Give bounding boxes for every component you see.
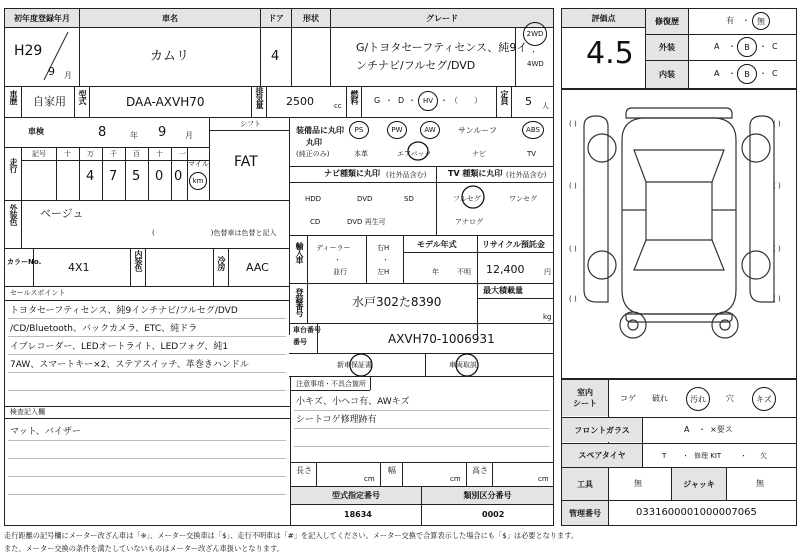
jack-label: ジャッキ: [672, 468, 726, 500]
navi-sd: SD: [404, 195, 414, 203]
model-year-unknown: 不明: [457, 268, 471, 276]
use-label: 車歴: [9, 90, 18, 104]
notes-line-1: 小キズ、小ヘコ有、AWキズ: [296, 397, 410, 407]
fuel-paren: （ ）: [450, 96, 482, 105]
tools-value: 無: [634, 479, 642, 488]
digit-label-2: 千: [110, 150, 117, 158]
car-name-label: 車名: [80, 9, 260, 27]
import-right-h: 右H: [377, 244, 390, 252]
navi-dvd: DVD: [357, 195, 373, 203]
seat-hole: 穴: [726, 394, 734, 403]
digit-label-0: 十: [64, 150, 71, 158]
tv-type-label: TV 種類に丸印: [448, 169, 503, 178]
equip-ps-circled: PS: [349, 121, 369, 139]
color-value: ベージュ: [40, 207, 84, 220]
type-designation-value: 18634: [344, 510, 372, 519]
score-value: 4.5: [586, 36, 634, 71]
fullseg-circle: [460, 184, 486, 210]
mgmt-no-value: 0331600001000007065: [636, 507, 757, 518]
mileage-symbol-label: 記号: [32, 150, 46, 158]
displacement-unit: cc: [334, 102, 342, 110]
inspection-year-unit: 年: [130, 131, 138, 140]
equip-leather: 本革: [354, 150, 368, 158]
equip-aw-circled: AW: [420, 121, 440, 139]
sales-point-line-3: イブレコーダー、LEDオートライト、LEDフォグ、純1: [10, 342, 229, 352]
mgmt-no-label: 管理番号: [562, 501, 608, 525]
drive-2wd-circled: 2WD: [523, 22, 547, 46]
navi-hdd: HDD: [305, 195, 322, 203]
recycle-label: リサイクル預託金: [482, 240, 545, 249]
capacity-value: 5: [525, 95, 532, 108]
diagram-label-4: ( ): [773, 182, 781, 190]
import-dot: ・: [334, 256, 341, 264]
grade-line-2: ンチナビ/フルセグ/DVD: [356, 59, 476, 72]
footer-note-1: 走行距離の記号欄にメーター改ざん車は「※」、メーター交換車は「$」、走行不明車は「#」を記入してください。メーター交換で合算表示した場合にも「$」は必要となります。: [4, 531, 579, 540]
interior-a: A: [714, 69, 720, 78]
inspector-label: 検査記入欄: [10, 408, 45, 416]
import-left-h: 左H: [377, 268, 390, 276]
interior-color-label: 内装色: [134, 250, 143, 271]
digit-label-3: 百: [133, 150, 140, 158]
digit-label-1: 万: [87, 150, 94, 158]
spare-t: T: [662, 452, 667, 460]
first-reg-month: 9: [48, 65, 55, 78]
equipment-label-sub: (純正のみ): [296, 150, 330, 158]
import-dealer: ディーラー: [316, 244, 351, 252]
drive-dot: ・: [530, 48, 537, 56]
tools-label: 工具: [562, 468, 608, 500]
digit-label-5: 一: [179, 150, 186, 158]
interior-dot-2: ・: [759, 69, 767, 78]
notes-line-2: シートコゲ修理跡有: [296, 415, 377, 425]
seat-label: [562, 380, 608, 416]
fuel-dot-2: ・: [408, 96, 416, 105]
windshield-label: フロントガラス: [562, 418, 642, 442]
model-value: DAA-AXVH70: [126, 95, 205, 109]
diagram-label-7: ( ): [569, 295, 577, 303]
sales-point-line-1: トヨタセーフティセンス、純9インチナビ/フルセグ/DVD: [10, 306, 238, 316]
interior-c: C: [772, 69, 778, 78]
sales-point-line-2: /CD/Bluetooth、バックカメラ、ETC、純ドラ: [10, 324, 198, 334]
fuel-g: G: [374, 96, 381, 105]
exterior-c: C: [772, 42, 778, 51]
repair-dot: ・: [742, 16, 750, 25]
interior-b-circled: B: [737, 64, 757, 84]
interior-label: 内装: [646, 61, 688, 88]
seat-tear: 破れ: [652, 394, 668, 403]
notes-label: 注意事項・不具合箇所: [296, 380, 366, 388]
length-unit: cm: [364, 475, 375, 483]
equipment-label: 装備品に丸印: [296, 126, 344, 135]
diagram-label-3: ( ): [569, 182, 577, 190]
equip-sunroof: サンルーフ: [458, 126, 497, 135]
displacement-value: 2500: [286, 95, 314, 108]
score-label: 評価点: [562, 9, 645, 27]
equip-airbag: エアバック: [397, 150, 432, 158]
diagram-label-2: ( ): [773, 120, 781, 128]
footer-note-2: また、メーター交換の条件を満たしていないものはメーター改ざん車扱いとなります。: [4, 544, 284, 553]
digit-value-1: 4: [86, 169, 95, 184]
repair-no-circled: 無: [752, 12, 770, 30]
equip-pw-circled: PW: [387, 121, 407, 139]
capacity-unit: 人: [542, 102, 549, 110]
jack-value: 無: [756, 479, 764, 488]
diagram-label-1: ( ): [569, 120, 577, 128]
door-count: 4: [271, 49, 280, 64]
length-label: 長さ: [296, 466, 312, 475]
car-diagram: [562, 90, 796, 378]
door-label: ドア: [261, 9, 291, 27]
model-year-label: モデル年式: [417, 240, 457, 249]
navi-type-label: ナビ種類に丸印: [324, 169, 380, 178]
spare-none: 欠: [760, 452, 767, 460]
type-designation-label: 型式指定番号: [291, 487, 421, 504]
chassis-value: AXVH70-1006931: [388, 332, 495, 346]
fuel-d: D: [398, 96, 405, 105]
tv-fullseg: フルセグ: [453, 195, 481, 203]
color-no-value: 4X1: [68, 261, 90, 274]
digit-value-2: 7: [109, 169, 118, 184]
max-load-label: 最大積載量: [483, 286, 523, 295]
digit-label-4: 十: [156, 150, 163, 158]
color-note: ( )色替車は色替と記入: [152, 229, 277, 237]
height-label: 高さ: [472, 466, 488, 475]
drive-4wd: 4WD: [527, 60, 544, 68]
recycle-unit: 円: [544, 268, 551, 276]
km-circled: km: [189, 172, 207, 190]
recycle-value: 12,400: [486, 263, 525, 276]
max-load-unit: kg: [543, 313, 552, 321]
interior-dot-1: ・: [728, 69, 736, 78]
ac-label: 冷房: [217, 256, 226, 270]
windshield-dot: ・: [698, 425, 706, 434]
mileage-label: 走行: [9, 158, 18, 172]
fuel-dot-1: ・: [385, 96, 393, 105]
seat-label-1: 室内: [577, 388, 593, 397]
capacity-label: 定員: [500, 90, 509, 104]
ac-value: AAC: [246, 261, 269, 274]
use-value: 自家用: [33, 95, 66, 108]
tv-oneseg: ワンセグ: [509, 195, 537, 203]
inspection-label: 車検: [28, 127, 44, 136]
model-year-unit: 年: [432, 268, 439, 276]
first-reg-month-unit: 月: [64, 71, 72, 80]
shift-label: シフト: [240, 120, 261, 128]
equipment-label-circle: 丸印: [306, 138, 322, 147]
diagram-label-8: ( ): [773, 295, 781, 303]
registration-label: 登録番号: [295, 288, 304, 316]
grade-line-1: G/トヨタセーフティセンス、純9イ: [356, 41, 528, 54]
exterior-dot-1: ・: [728, 42, 736, 51]
tv-type-sub: (社外品含む): [506, 171, 547, 179]
inspector-line: マット、バイザー: [10, 427, 81, 437]
classification-label: 類別区分番号: [422, 487, 553, 504]
displacement-label: 排気量: [255, 87, 264, 108]
navi-dvd-play: DVD 再生可: [347, 218, 386, 226]
inspection-month-unit: 月: [185, 131, 193, 140]
digit-value-4: 0: [155, 169, 164, 184]
fuel-label: 燃料: [350, 90, 359, 104]
seat-dirt-circled: 汚れ: [686, 387, 710, 411]
manual-circle: [454, 352, 480, 378]
spare-kit: 修理 KIT: [694, 452, 722, 460]
repair-yes: 有: [726, 16, 734, 25]
spare-tire-label: スペアタイヤ: [562, 444, 642, 467]
shift-value: FAT: [234, 154, 258, 170]
seat-scratch-circled: キズ: [752, 387, 776, 411]
width-unit: cm: [450, 475, 461, 483]
equip-abs-circled: ABS: [522, 121, 544, 139]
exterior-label: 外装: [646, 35, 688, 60]
first-reg-label: 初年度登録年月: [5, 9, 79, 27]
shape-label: 形状: [292, 9, 330, 27]
fuel-hv-circled: HV: [418, 91, 438, 111]
model-label: 型式: [78, 90, 87, 104]
digit-value-3: 5: [132, 169, 141, 184]
airbag-circle: [406, 140, 430, 162]
exterior-dot-2: ・: [759, 42, 767, 51]
fuel-dot-3: ・: [440, 96, 448, 105]
diagram-label-5: ( ): [569, 245, 577, 253]
equip-tv: TV: [527, 150, 537, 158]
classification-value: 0002: [482, 510, 505, 519]
car-name-value: カムリ: [150, 49, 190, 64]
digit-value-5: 0: [174, 169, 183, 184]
width-label: 幅: [388, 466, 396, 475]
import-dot-2: ・: [382, 256, 389, 264]
sales-point-line-4: 7AW、スマートキー×2、ステアスイッチ、革巻きハンドル: [10, 360, 249, 370]
spare-dot-2: ・: [740, 452, 747, 460]
import-parallel: 並行: [333, 268, 347, 276]
color-no-label: カラーNo.: [7, 258, 42, 266]
windshield-x: ×要ス: [710, 425, 733, 434]
first-reg-era-year: H29: [14, 43, 43, 59]
registration-value: 水戸302た8390: [352, 295, 442, 309]
sales-points-label: セールスポイント: [10, 289, 66, 297]
diagram-label-6: ( ): [773, 245, 781, 253]
grade-label: グレード: [331, 9, 553, 27]
exterior-a: A: [714, 42, 720, 51]
chassis-label: 車台番号: [293, 326, 321, 334]
seat-burn: コゲ: [620, 394, 636, 403]
new-car-warranty: 新車保証書: [337, 361, 372, 369]
seat-label-2: シート: [573, 399, 597, 408]
repair-label: 修復歴: [646, 9, 688, 34]
navi-type-sub: (社外品含む): [386, 171, 427, 179]
windshield-a: A: [684, 425, 690, 434]
height-unit: cm: [538, 475, 549, 483]
inspection-month: 9: [158, 125, 167, 140]
import-label: 輸入車: [295, 242, 304, 263]
spare-dot-1: ・: [682, 452, 689, 460]
tv-analog: アナログ: [455, 218, 483, 226]
chassis-label-2: 番号: [293, 338, 307, 346]
inspection-year: 8: [98, 125, 107, 140]
equip-navi: ナビ: [472, 150, 486, 158]
vehicle-manual: 車両取説: [449, 361, 477, 369]
color-label: 外装色: [9, 204, 18, 225]
warranty-circle: [348, 352, 374, 378]
navi-cd: CD: [310, 218, 321, 226]
exterior-b-circled: B: [737, 37, 757, 57]
mile-label: マイル: [188, 160, 209, 168]
